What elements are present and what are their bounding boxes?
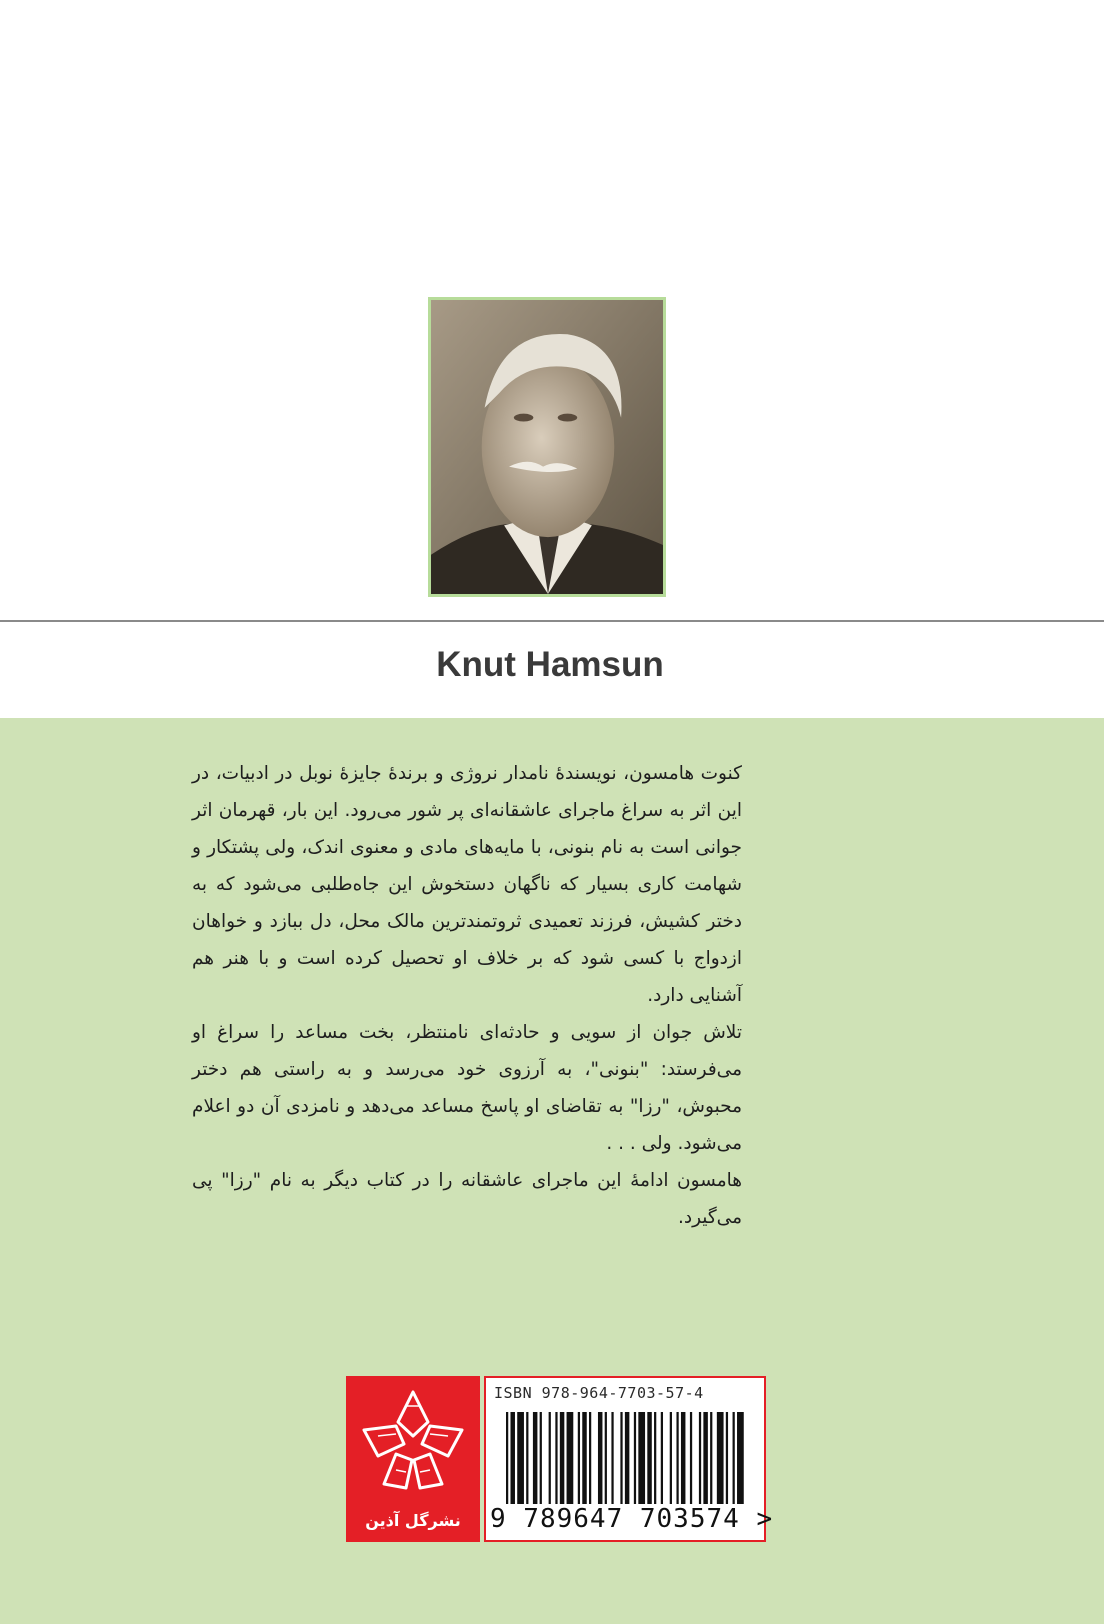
blurb-paragraph: هامسون ادامهٔ این ماجرای عاشقانه را در کتاب دیگر به نام "رزا" پی می‌گیرد. [192, 1170, 742, 1228]
blurb-paragraph: کنوت هامسون، نویسندهٔ نامدار نروژی و برندهٔ جایزهٔ نوبل در ادبیات، در این اثر به سراغ ماجرای عاشقانه‌ای پر شور می‌رود. این بار، قهرمان اثر جوانی است به نام بنونی، با مایه‌های مادی و معنوی اندک، ولی پشتکار و شهامت کاری بسیار که ناگهان دستخوش این جاه‌طلبی می‌شود که به دختر کشیش، فرزند تعمیدی ثروتمندترین مالک محل، دل ببازد و خواهان ازدواج با کسی شود که بر خلاف او تحصیل کرده است و با هنر هم آشنایی دارد. [192, 763, 742, 1006]
barcode-digits [490, 1504, 773, 1534]
publisher-logo [346, 1376, 480, 1542]
publisher-name: نشرگل آذین [365, 1511, 461, 1530]
author-portrait [428, 297, 666, 597]
portrait-image [431, 300, 663, 594]
book-blurb [192, 755, 742, 1236]
barcode-area [484, 1376, 774, 1542]
barcode-end-mark: > [756, 1504, 774, 1534]
isbn-label: ISBN 978-964-7703-57-4 [494, 1384, 704, 1402]
barcode-bars [506, 1412, 746, 1504]
barcode-number: 9 789647 703574 [490, 1504, 740, 1534]
books-star-icon [356, 1384, 470, 1494]
author-name: Knut Hamsun [436, 645, 664, 684]
divider-line [0, 620, 1104, 622]
blurb-paragraph: تلاش جوان از سویی و حادثه‌ای نامنتظر، بخت مساعد را سراغ او می‌فرستد: "بنونی"، به آرزوی خود می‌رسد و به راستی هم دختر محبوش، "رزا" به تقاضای او پاسخ مساعد می‌دهد و نامزدی آن دو اعلام می‌شود. ولی . . . [192, 1022, 742, 1154]
